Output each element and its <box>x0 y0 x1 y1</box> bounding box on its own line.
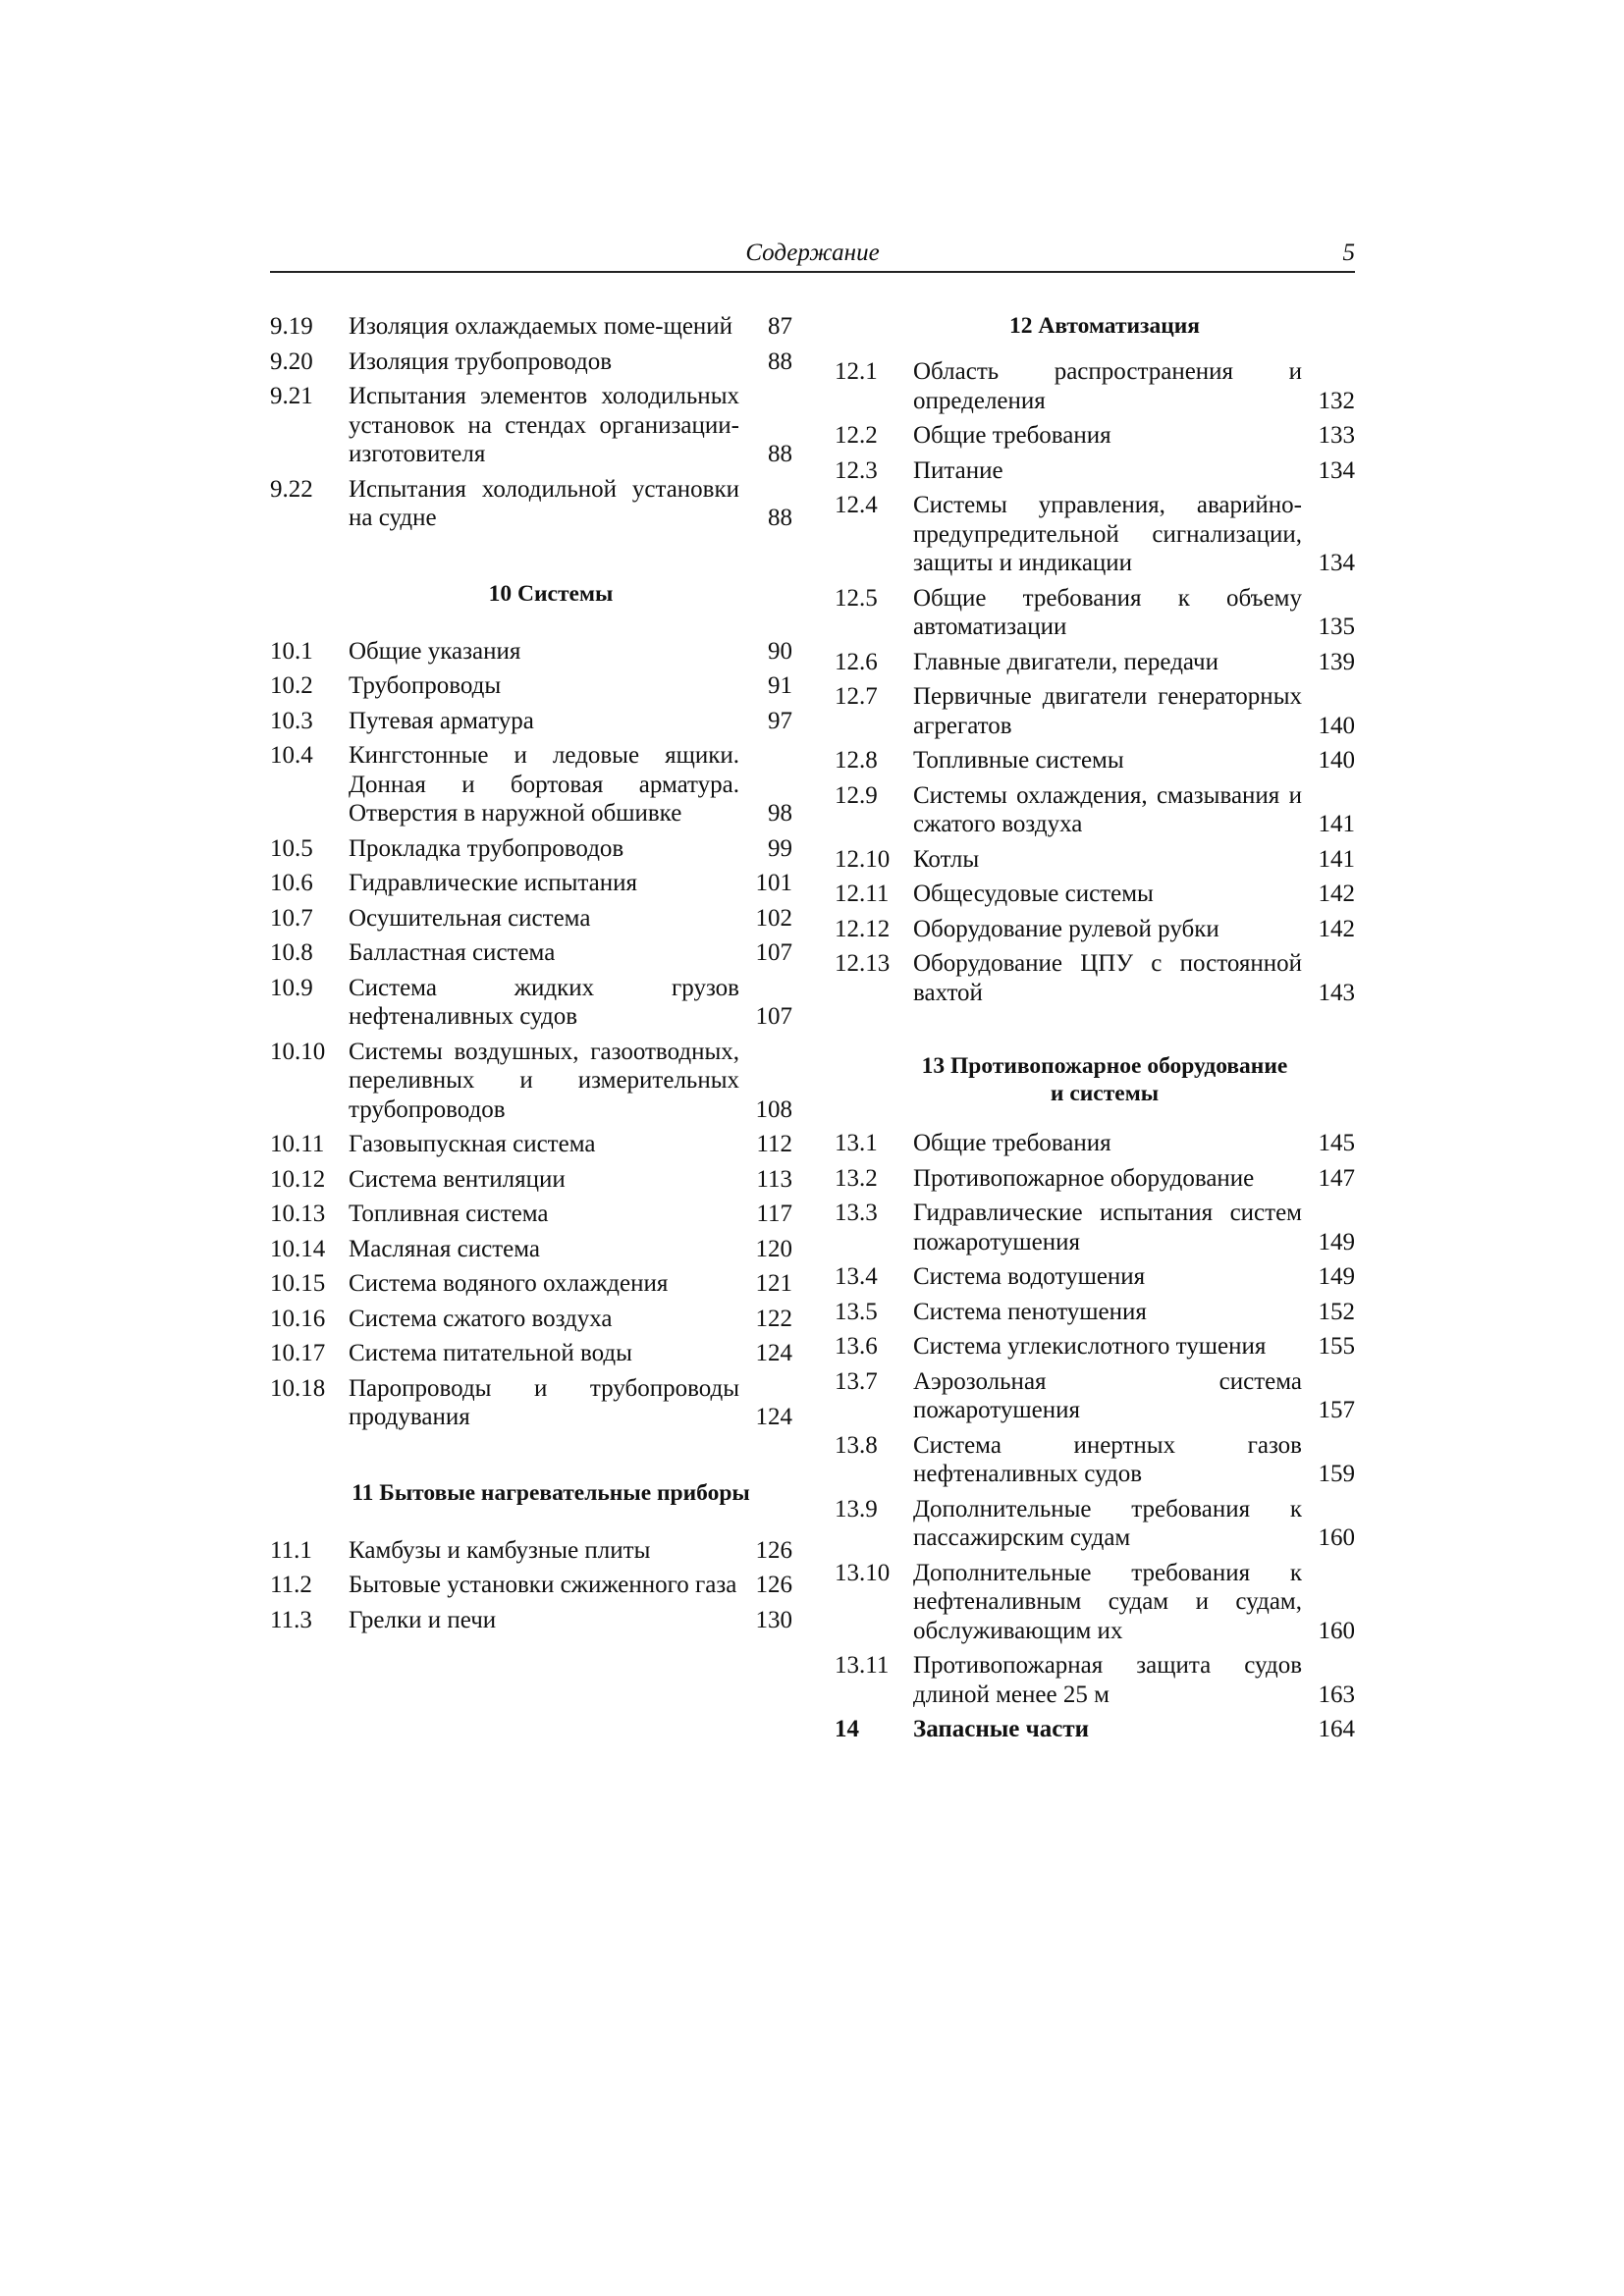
toc-entry[interactable] <box>835 421 1355 451</box>
toc-entry[interactable] <box>835 456 1355 486</box>
entry-number: 10.11 <box>270 1131 325 1157</box>
entry-page: 88 <box>768 505 792 531</box>
entry-number: 11.1 <box>270 1536 312 1564</box>
entry-title: Противопожарное оборудование <box>913 1164 1255 1192</box>
toc-entry[interactable] <box>835 1262 1355 1292</box>
entry-title: Балластная система <box>349 939 556 966</box>
entry-number: 13.6 <box>835 1333 878 1360</box>
toc-entry[interactable] <box>270 1606 792 1635</box>
toc-entry[interactable] <box>835 584 1355 642</box>
section-10-title: 10 Системы <box>488 580 614 607</box>
entry-number: 12.10 <box>835 845 891 873</box>
entry-number: 12.11 <box>835 881 890 907</box>
entry-number: 12.8 <box>835 747 878 774</box>
entry-title: Система жидких грузов нефтеналивных судов <box>349 974 739 1030</box>
entry-number: 12.3 <box>835 456 878 484</box>
entry-page: 91 <box>768 672 792 699</box>
entry-page: 149 <box>1318 1228 1355 1255</box>
entry-number: 12.1 <box>835 358 878 385</box>
entry-number: 13.9 <box>835 1495 878 1522</box>
entry-title: Камбузы и камбузные плиты <box>349 1536 651 1564</box>
entry-title: Система водотушения <box>913 1263 1146 1290</box>
entry-title: Общие требования к объему автоматизации <box>913 584 1302 640</box>
toc-group-10 <box>270 637 792 1432</box>
entry-page: 164 <box>1318 1716 1355 1742</box>
toc-entry[interactable] <box>835 1651 1355 1709</box>
entry-page: 160 <box>1318 1524 1355 1551</box>
entry-title: Противопожарная защита судов длиной менее 25 м <box>913 1652 1302 1708</box>
toc-entry[interactable] <box>270 1235 792 1264</box>
entry-page: 113 <box>756 1165 792 1193</box>
entry-number: 10.2 <box>270 672 313 699</box>
entry-page: 133 <box>1318 422 1355 449</box>
entry-title: Изоляция охлаждаемых поме-щений <box>349 313 733 340</box>
entry-title: Оборудование рулевой рубки <box>913 915 1219 942</box>
entry-page: 134 <box>1318 456 1355 484</box>
entry-title: Запасные части <box>913 1716 1090 1742</box>
entry-title: Питание <box>913 456 1003 484</box>
toc-entry[interactable] <box>270 1269 792 1299</box>
entry-title: Системы охлаждения, смазывания и сжатого воздуха <box>913 781 1302 837</box>
entry-title: Испытания элементов холодильных установок на стендах организации-изготовителя <box>349 383 739 467</box>
toc-entry[interactable] <box>835 1164 1355 1194</box>
entry-page: 159 <box>1318 1461 1355 1487</box>
entry-title: Система питательной воды <box>349 1340 632 1366</box>
entry-page: 132 <box>1318 387 1355 414</box>
entry-title: Область распространения и определения <box>913 358 1302 414</box>
toc-entry[interactable] <box>270 1200 792 1229</box>
toc-entry[interactable] <box>270 904 792 934</box>
entry-number: 12.5 <box>835 584 878 612</box>
entry-title: Система вентиляции <box>349 1165 566 1193</box>
entry-number: 13.3 <box>835 1200 878 1226</box>
toc-entry[interactable] <box>270 1305 792 1334</box>
page-number: 5 <box>1342 240 1355 266</box>
entry-page: 126 <box>755 1536 792 1564</box>
entry-page: 121 <box>755 1270 792 1297</box>
entry-number: 14 <box>835 1716 859 1742</box>
entry-title: Паропроводы и трубопроводы продувания <box>349 1374 739 1430</box>
toc-entry[interactable] <box>270 1536 792 1566</box>
entry-title: Гидравлические испытания <box>349 870 638 896</box>
entry-title: Общие указания <box>349 637 521 665</box>
entry-page: 143 <box>1318 979 1355 1006</box>
toc-entry[interactable] <box>835 1367 1355 1425</box>
entry-page: 88 <box>768 347 792 375</box>
entry-number: 10.7 <box>270 904 313 932</box>
entry-number: 11.3 <box>270 1606 312 1633</box>
entry-page: 134 <box>1318 550 1355 576</box>
entry-number: 13.8 <box>835 1431 878 1459</box>
entry-page: 124 <box>755 1404 792 1430</box>
entry-title: Испытания холодильной установки на судне <box>349 475 739 531</box>
toc-entry[interactable] <box>270 1571 792 1600</box>
entry-title: Масляная система <box>349 1235 540 1262</box>
entry-title: Газовыпускная система <box>349 1131 596 1157</box>
toc-entry-section-14[interactable] <box>835 1715 1355 1744</box>
toc-group-13 <box>835 1129 1355 1709</box>
toc-entry[interactable] <box>270 869 792 898</box>
entry-page: 140 <box>1318 712 1355 739</box>
entry-page: 155 <box>1318 1333 1355 1360</box>
entry-title: Главные двигатели, передачи <box>913 648 1218 675</box>
entry-page: 101 <box>755 870 792 896</box>
entry-page: 98 <box>768 800 792 827</box>
entry-number: 10.8 <box>270 939 313 966</box>
entry-number: 10.12 <box>270 1165 326 1193</box>
entry-page: 142 <box>1318 915 1355 942</box>
entry-page: 107 <box>755 939 792 966</box>
entry-number: 10.10 <box>270 1038 326 1065</box>
toc-entry[interactable] <box>270 312 792 342</box>
running-header <box>270 240 1355 273</box>
header-title: Содержание <box>745 240 880 266</box>
entry-page: 124 <box>755 1340 792 1366</box>
toc-group-12 <box>835 357 1355 1007</box>
entry-number: 9.19 <box>270 313 313 340</box>
toc-entry[interactable] <box>270 1374 792 1432</box>
entry-number: 12.13 <box>835 950 891 977</box>
toc-entry[interactable] <box>835 648 1355 677</box>
toc-entry[interactable] <box>270 475 792 533</box>
entry-number: 10.18 <box>270 1374 326 1402</box>
entry-number: 13.7 <box>835 1367 878 1395</box>
entry-number: 12.6 <box>835 648 878 675</box>
section-13-title-line1: 13 Противопожарное оборудование <box>921 1053 1288 1079</box>
entry-page: 157 <box>1318 1397 1355 1423</box>
entry-number: 9.21 <box>270 383 313 409</box>
entry-number: 10.6 <box>270 870 313 896</box>
entry-page: 141 <box>1318 845 1355 873</box>
toc-right-column <box>835 312 1355 1750</box>
entry-number: 13.5 <box>835 1298 878 1325</box>
toc-entry[interactable] <box>270 1165 792 1195</box>
entry-number: 13.10 <box>835 1559 891 1586</box>
entry-page: 117 <box>756 1201 792 1227</box>
toc-entry[interactable] <box>835 845 1355 875</box>
toc-entry[interactable] <box>835 880 1355 909</box>
entry-title: Трубопроводы <box>349 672 502 699</box>
entry-number: 10.17 <box>270 1340 326 1366</box>
toc-entry[interactable] <box>270 1038 792 1125</box>
entry-page: 160 <box>1318 1617 1355 1644</box>
entry-page: 107 <box>755 1003 792 1030</box>
entry-number: 12.2 <box>835 422 878 449</box>
entry-title: Система инертных газов нефтеналивных судов <box>913 1431 1302 1487</box>
entry-title: Дополнительные требования к нефтеналивным судам и судам, обслуживающим их <box>913 1559 1302 1644</box>
entry-title: Осушительная система <box>349 904 591 932</box>
entry-title: Дополнительные требования к пассажирским судам <box>913 1495 1302 1551</box>
entry-number: 11.2 <box>270 1572 312 1598</box>
entry-page: 149 <box>1318 1263 1355 1290</box>
entry-number: 12.7 <box>835 683 878 710</box>
entry-page: 108 <box>755 1095 792 1123</box>
entry-title: Прокладка трубопроводов <box>349 834 624 862</box>
entry-title: Путевая арматура <box>349 707 534 734</box>
toc-entry[interactable] <box>270 382 792 469</box>
entry-title: Кингстонные и ледовые ящики. Донная и бортовая арматура. Отверстия в наружной обшивке <box>349 742 739 827</box>
toc-entry[interactable] <box>835 491 1355 578</box>
entry-page: 139 <box>1318 648 1355 675</box>
entry-page: 141 <box>1318 811 1355 837</box>
entry-title: Система углекислотного тушения <box>913 1333 1267 1360</box>
toc-entry[interactable] <box>835 1199 1355 1256</box>
toc-entry[interactable] <box>270 707 792 736</box>
toc-entry[interactable] <box>835 1431 1355 1489</box>
entry-title: Общие требования <box>913 422 1111 449</box>
entry-title: Общие требования <box>913 1130 1111 1156</box>
toc-entry[interactable] <box>270 974 792 1032</box>
toc-entry[interactable] <box>270 834 792 864</box>
toc-entry[interactable] <box>270 637 792 667</box>
entry-number: 13.2 <box>835 1164 878 1192</box>
entry-page: 130 <box>755 1606 792 1633</box>
toc-entry[interactable] <box>270 1339 792 1368</box>
section-13-title <box>854 1052 1355 1107</box>
entry-title: Топливная система <box>349 1201 549 1227</box>
entry-number: 13.11 <box>835 1652 890 1679</box>
entry-page: 122 <box>755 1305 792 1332</box>
entry-page: 90 <box>768 637 792 665</box>
section-12-title: 12 Автоматизация <box>1008 313 1201 339</box>
toc-entry[interactable] <box>835 1332 1355 1362</box>
toc-entry[interactable] <box>270 671 792 701</box>
entry-page: 140 <box>1318 747 1355 774</box>
entry-page: 88 <box>768 441 792 467</box>
toc-entry[interactable] <box>835 915 1355 944</box>
entry-number: 12.12 <box>835 915 891 942</box>
entry-number: 10.16 <box>270 1305 326 1332</box>
toc-entry[interactable] <box>835 1559 1355 1646</box>
entry-number: 10.4 <box>270 742 313 769</box>
entry-page: 120 <box>755 1235 792 1262</box>
section-11-title: 11 Бытовые нагревательные приборы <box>352 1479 750 1506</box>
toc-entry[interactable] <box>835 357 1355 415</box>
entry-title: Общесудовые системы <box>913 881 1154 907</box>
toc-entry[interactable] <box>835 949 1355 1007</box>
entry-number: 10.9 <box>270 974 313 1001</box>
entry-title: Система пенотушения <box>913 1298 1147 1325</box>
entry-page: 135 <box>1318 614 1355 640</box>
toc-entry[interactable] <box>270 347 792 377</box>
toc-entry[interactable] <box>270 1130 792 1159</box>
entry-number: 10.15 <box>270 1270 326 1297</box>
entry-page: 145 <box>1318 1130 1355 1156</box>
toc-entry[interactable] <box>270 938 792 968</box>
entry-title: Система водяного охлаждения <box>349 1270 669 1297</box>
entry-number: 13.4 <box>835 1263 878 1290</box>
entry-number: 13.1 <box>835 1130 878 1156</box>
entry-page: 142 <box>1318 881 1355 907</box>
toc-entry[interactable] <box>835 746 1355 775</box>
entry-number: 10.13 <box>270 1201 326 1227</box>
entry-title: Топливные системы <box>913 747 1124 774</box>
toc-left-column <box>270 312 792 1640</box>
entry-page: 87 <box>768 313 792 340</box>
entry-title: Грелки и печи <box>349 1606 497 1633</box>
entry-title: Аэрозольная система пожаротушения <box>913 1367 1302 1423</box>
entry-title: Оборудование ЦПУ с постоянной вахтой <box>913 950 1302 1006</box>
entry-title: Котлы <box>913 845 980 873</box>
entry-page: 102 <box>755 904 792 932</box>
entry-number: 10.1 <box>270 637 313 665</box>
entry-number: 12.4 <box>835 492 878 518</box>
entry-page: 99 <box>768 834 792 862</box>
toc-entry[interactable] <box>835 682 1355 740</box>
toc-entry[interactable] <box>835 1495 1355 1553</box>
entry-page: 126 <box>755 1572 792 1598</box>
entry-number: 10.5 <box>270 834 313 862</box>
entry-page: 147 <box>1318 1164 1355 1192</box>
entry-number: 10.3 <box>270 707 313 734</box>
entry-page: 97 <box>768 707 792 734</box>
toc-group-11 <box>270 1536 792 1635</box>
entry-page: 163 <box>1318 1681 1355 1708</box>
entry-page: 152 <box>1318 1298 1355 1325</box>
toc-entry[interactable] <box>835 1298 1355 1327</box>
toc-entry[interactable] <box>835 1129 1355 1158</box>
toc-group-9 <box>270 312 792 533</box>
entry-number: 9.20 <box>270 347 313 375</box>
entry-title: Первичные двигатели генераторных агрегатов <box>913 683 1302 739</box>
entry-title: Бытовые установки сжиженного газа <box>349 1572 737 1598</box>
toc-entry[interactable] <box>835 781 1355 839</box>
entry-title: Изоляция трубопроводов <box>349 347 613 375</box>
entry-number: 9.22 <box>270 475 313 503</box>
entry-number: 10.14 <box>270 1235 326 1262</box>
toc-entry[interactable] <box>270 741 792 828</box>
entry-title: Система сжатого воздуха <box>349 1305 613 1332</box>
entry-title: Гидравлические испытания систем пожаротушения <box>913 1200 1302 1255</box>
entry-number: 12.9 <box>835 781 878 809</box>
entry-page: 112 <box>756 1131 792 1157</box>
entry-title: Системы управления, аварийно-предупредительной сигнализации, защиты и индикации <box>913 492 1302 576</box>
section-13-title-line2: и системы <box>1050 1081 1160 1106</box>
entry-title: Системы воздушных, газоотводных, переливных и измерительных трубопроводов <box>349 1038 739 1123</box>
